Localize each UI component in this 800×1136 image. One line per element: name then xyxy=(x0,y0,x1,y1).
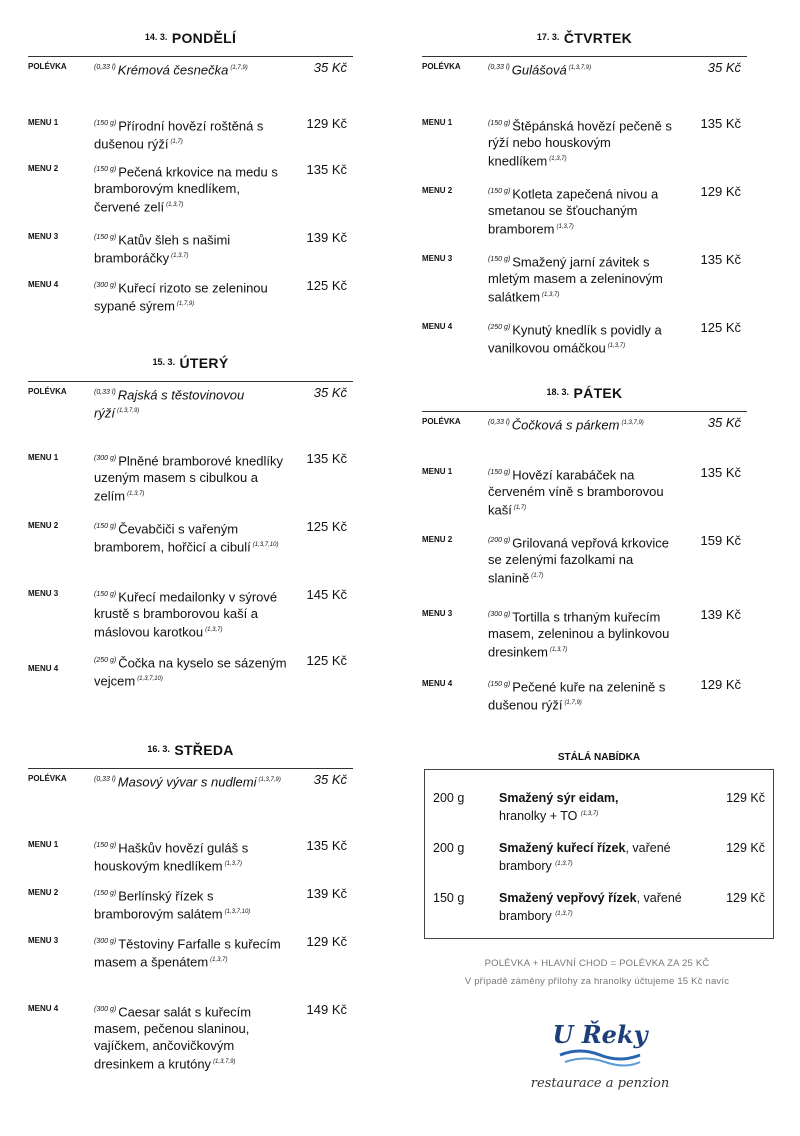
soup-text xyxy=(94,384,287,450)
menu-weight: (150 g) xyxy=(488,188,511,195)
soup-name: Čočková s párkem xyxy=(511,417,620,433)
menu-price: 135 Kč xyxy=(700,116,741,131)
menu-allergens: (1,3,7,10) xyxy=(137,676,163,683)
menu-name: Čočka na kyselo se sázeným vejcem xyxy=(94,655,287,689)
soup-text xyxy=(488,59,681,115)
menu-row xyxy=(28,229,353,277)
soup-row xyxy=(422,414,747,464)
menu-name: Katův šleh s našimi bramboráčky xyxy=(94,232,231,266)
menu-label: MENU 2 xyxy=(422,535,453,544)
day-thursday xyxy=(422,30,747,385)
day-friday xyxy=(422,385,747,726)
menu-allergens: (1,3,7,10) xyxy=(224,909,251,916)
menu-row xyxy=(28,652,353,742)
soup-price: 35 Kč xyxy=(707,60,741,75)
permanent-offer-item xyxy=(425,790,773,824)
menu-price: 135 Kč xyxy=(306,162,347,177)
divider xyxy=(28,381,353,382)
menu-price: 145 Kč xyxy=(306,587,347,602)
menu-row xyxy=(28,885,353,933)
menu-price: 129 Kč xyxy=(306,934,347,949)
logo-graphic xyxy=(515,1015,685,1100)
right-column xyxy=(422,30,747,726)
soup-row xyxy=(28,59,353,115)
day-name: STŘEDA xyxy=(174,742,234,758)
menu-text xyxy=(94,277,287,355)
permanent-offer-item xyxy=(425,840,773,874)
soup-weight: (0,33 l) xyxy=(94,64,116,71)
soup-allergens: (1,3,7,9) xyxy=(258,777,281,783)
menu-text xyxy=(94,837,287,885)
menu-price: 135 Kč xyxy=(700,465,741,480)
menu-weight: (150 g) xyxy=(94,120,117,127)
day-header xyxy=(28,742,353,768)
menu-name: Grilovaná vepřová krkovice se zelenými fazolkami na slanině xyxy=(488,535,669,586)
menu-weight: (150 g) xyxy=(94,591,117,598)
item-name: Smažený vepřový řízek xyxy=(499,891,637,906)
menu-price: 139 Kč xyxy=(306,230,347,245)
soup-allergens: (1,3,7,9) xyxy=(621,420,644,426)
menu-weight: (150 g) xyxy=(488,681,511,688)
menu-price: 125 Kč xyxy=(306,278,347,293)
menu-text xyxy=(488,183,681,251)
menu-allergens: (1,3,7) xyxy=(171,253,189,260)
soup-weight: (0,33 l) xyxy=(94,776,116,783)
day-wednesday xyxy=(28,742,353,1081)
menu-weight: (150 g) xyxy=(488,120,511,127)
menu-name: Přírodní hovězí roštěná s dušenou rýží xyxy=(94,118,264,152)
menu-price: 125 Kč xyxy=(700,320,741,335)
logo-tagline: restaurace a penzion xyxy=(530,1076,670,1091)
menu-weight: (300 g) xyxy=(94,938,117,945)
menu-weight: (150 g) xyxy=(488,256,511,263)
menu-label: MENU 4 xyxy=(28,664,59,673)
menu-label: MENU 4 xyxy=(422,322,453,331)
menu-row xyxy=(422,464,747,532)
item-text xyxy=(499,840,705,874)
menu-row xyxy=(28,115,353,161)
menu-text xyxy=(488,115,681,183)
day-date: 18. 3. xyxy=(546,387,570,397)
menu-row xyxy=(28,161,353,229)
item-name: Smažený sýr eidam, xyxy=(499,791,619,805)
menu-weight: (150 g) xyxy=(488,469,511,476)
soup-price: 35 Kč xyxy=(313,60,347,75)
day-name: ÚTERÝ xyxy=(179,355,229,371)
menu-weight: (300 g) xyxy=(94,1006,117,1013)
divider xyxy=(28,768,353,769)
menu-label: MENU 3 xyxy=(422,254,453,263)
menu-price: 139 Kč xyxy=(700,607,741,622)
menu-text xyxy=(94,229,287,277)
menu-weight: (300 g) xyxy=(94,455,117,462)
permanent-offer-box xyxy=(424,769,774,939)
menu-name: Čevabčiči s vařeným bramborem, hořčicí a cibulí xyxy=(94,521,251,555)
soup-weight: (0,33 l) xyxy=(488,419,510,426)
day-name: PONDĚLÍ xyxy=(171,30,237,46)
menu-row xyxy=(28,837,353,885)
menu-label: MENU 2 xyxy=(28,521,59,530)
day-header xyxy=(28,30,353,56)
menu-allergens: (1,7,9) xyxy=(564,700,582,707)
soup-label: POLÉVKA xyxy=(422,417,461,426)
soup-weight: (0,33 l) xyxy=(488,64,510,71)
menu-label: MENU 2 xyxy=(28,888,59,897)
menu-name: Těstoviny Farfalle s kuřecím masem a špenátem xyxy=(94,936,281,970)
menu-price: 149 Kč xyxy=(306,1002,347,1017)
menu-allergens: (1,3,7) xyxy=(224,861,242,868)
soup-weight: (0,33 l) xyxy=(94,389,116,396)
day-monday xyxy=(28,30,353,355)
divider xyxy=(422,411,747,412)
menu-row xyxy=(422,115,747,183)
menu-name: Štěpánská hovězí pečeně s rýží nebo houskovým knedlíkem xyxy=(488,118,672,169)
menu-weight: (150 g) xyxy=(94,523,117,530)
menu-price: 125 Kč xyxy=(306,519,347,534)
side-swap-note: V případě záměny přílohy za hranolky účtujeme 15 Kč navíc xyxy=(464,976,730,987)
menu-label: MENU 4 xyxy=(28,280,59,289)
menu-weight: (300 g) xyxy=(94,282,117,289)
menu-allergens: (1,3,7,9) xyxy=(213,1059,236,1066)
day-name: ČTVRTEK xyxy=(563,30,633,46)
soup-label: POLÉVKA xyxy=(422,62,461,71)
item-text xyxy=(499,890,705,924)
menu-weight: (250 g) xyxy=(94,657,117,664)
day-date: 15. 3. xyxy=(152,357,176,367)
soup-name: Gulášová xyxy=(511,62,567,78)
menu-row xyxy=(422,676,747,726)
menu-row xyxy=(422,183,747,251)
menu-weight: (150 g) xyxy=(94,166,117,173)
menu-label: MENU 2 xyxy=(422,186,453,195)
menu-label: MENU 3 xyxy=(28,589,59,598)
menu-name: Kotleta zapečená nivou a smetanou se šťouchaným bramborem xyxy=(488,186,659,237)
item-price: 129 Kč xyxy=(726,891,765,906)
menu-row xyxy=(28,518,353,586)
menu-price: 125 Kč xyxy=(306,653,347,668)
menu-price: 129 Kč xyxy=(700,677,741,692)
menu-weight: (150 g) xyxy=(94,842,117,849)
restaurant-logo xyxy=(515,1015,685,1100)
day-header xyxy=(28,355,353,381)
permanent-offer-title: STÁLÁ NABÍDKA xyxy=(557,752,641,763)
divider xyxy=(422,56,747,57)
day-date: 16. 3. xyxy=(147,744,170,754)
soup-price: 35 Kč xyxy=(313,385,347,400)
item-side: hranolky + TO xyxy=(499,809,578,824)
menu-price: 159 Kč xyxy=(700,533,741,548)
day-name: PÁTEK xyxy=(573,385,623,401)
menu-text xyxy=(488,319,681,385)
menu-row xyxy=(28,277,353,355)
menu-text xyxy=(488,251,681,319)
menu-allergens: (1,7) xyxy=(531,573,544,580)
menu-row xyxy=(422,606,747,676)
day-header xyxy=(422,30,747,56)
menu-label: MENU 1 xyxy=(422,467,453,476)
soup-text xyxy=(488,414,681,464)
item-side: , vařené brambory xyxy=(499,891,682,924)
menu-text xyxy=(94,161,287,229)
day-date: 14. 3. xyxy=(144,32,168,42)
menu-text xyxy=(94,586,287,652)
menu-allergens: (1,7,9) xyxy=(176,301,195,308)
item-price: 129 Kč xyxy=(726,841,765,856)
menu-name: Berlínský řízek s bramborovým salátem xyxy=(94,888,223,922)
soup-label: POLÉVKA xyxy=(28,774,67,783)
menu-allergens: (1,3,7) xyxy=(556,224,574,231)
day-date: 17. 3. xyxy=(536,32,560,42)
menu-allergens: (1,7) xyxy=(513,505,527,512)
item-weight: 200 g xyxy=(433,791,465,805)
item-allergens: (1,3,7) xyxy=(580,811,599,817)
menu-allergens: (1,3,7) xyxy=(607,343,626,350)
menu-weight: (150 g) xyxy=(94,234,117,241)
item-allergens: (1,3,7) xyxy=(555,911,573,918)
divider xyxy=(28,56,353,57)
menu-weight: (150 g) xyxy=(94,890,117,897)
day-header xyxy=(422,385,747,411)
soup-allergens: (1,3,7,9) xyxy=(116,408,140,415)
menu-allergens: (1,7) xyxy=(170,139,183,146)
menu-row xyxy=(422,532,747,606)
menu-label: MENU 3 xyxy=(28,936,59,945)
soup-row xyxy=(28,384,353,450)
menu-allergens: (1,3,7) xyxy=(549,156,567,163)
menu-allergens: (1,3,7,10) xyxy=(252,542,279,549)
item-name: Smažený kuřecí řízek xyxy=(499,841,626,856)
menu-text xyxy=(488,532,681,606)
menu-name: Pečené kuře na zelenině s dušenou rýží xyxy=(488,679,666,713)
soup-text xyxy=(94,771,287,837)
item-weight: 200 g xyxy=(433,841,465,856)
menu-price: 135 Kč xyxy=(700,252,741,267)
soup-name: Masový vývar s nudlemi xyxy=(117,774,257,790)
menu-weight: (200 g) xyxy=(488,537,511,544)
menu-label: MENU 4 xyxy=(28,1004,59,1013)
combo-note: POLÉVKA + HLAVNÍ CHOD = POLÉVKA ZA 25 KČ xyxy=(484,958,710,969)
item-weight: 150 g xyxy=(433,891,465,906)
menu-name: Pečená krkovice na medu s bramborovým knedlíkem, červené zelí xyxy=(94,164,278,215)
menu-allergens: (1,3,7) xyxy=(166,202,184,209)
soup-price: 35 Kč xyxy=(707,415,741,430)
menu-price: 129 Kč xyxy=(700,184,741,199)
menu-name: Tortilla s trhaným kuřecím masem, zeleninou a bylinkovou dresinkem xyxy=(488,609,670,660)
menu-text xyxy=(488,676,681,726)
menu-row xyxy=(28,1001,353,1081)
menu-price: 139 Kč xyxy=(306,886,347,901)
menu-label: MENU 1 xyxy=(422,118,453,127)
menu-allergens: (1,3,7) xyxy=(210,957,228,964)
menu-text xyxy=(94,885,287,933)
menu-allergens: (1,3,7) xyxy=(549,647,568,654)
menu-label: MENU 2 xyxy=(28,164,59,173)
menu-name: Smažený jarní závitek s mletým masem a zeleninovým salátkem xyxy=(488,254,663,305)
soup-allergens: (1,3,7,9) xyxy=(568,65,592,71)
menu-name: Kynutý knedlík s povidly a vanilkovou omáčkou xyxy=(488,322,662,356)
menu-text xyxy=(94,652,287,742)
menu-name: Kuřecí rizoto se zeleninou sypané sýrem xyxy=(94,280,268,314)
menu-row xyxy=(28,586,353,652)
soup-allergens: (1,7,9) xyxy=(230,65,248,71)
menu-allergens: (1,3,7) xyxy=(542,292,560,299)
menu-row xyxy=(422,319,747,385)
soup-row xyxy=(28,771,353,837)
item-text xyxy=(499,790,705,824)
menu-name: Caesar salát s kuřecím masem, pečenou slaninou, vajíčkem, ančovičkovým dresinkem a krutóny xyxy=(94,1004,252,1072)
menu-allergens: (1,3,7) xyxy=(205,627,223,634)
menu-name: Hovězí karabáček na červeném víně s bramborovou kaší xyxy=(488,467,664,518)
item-side: , vařené brambory xyxy=(499,841,671,874)
soup-name: Krémová česnečka xyxy=(117,62,229,78)
menu-allergens: (1,3,7) xyxy=(127,491,145,498)
menu-text xyxy=(94,933,287,1001)
menu-text xyxy=(488,606,681,676)
menu-name: Haškův hovězí guláš s houskovým knedlíkem xyxy=(94,840,249,874)
menu-text xyxy=(488,464,681,532)
menu-label: MENU 4 xyxy=(422,679,453,688)
menu-text xyxy=(94,1001,287,1081)
soup-price: 35 Kč xyxy=(313,772,347,787)
menu-label: MENU 3 xyxy=(422,609,453,618)
day-tuesday xyxy=(28,355,353,742)
menu-price: 135 Kč xyxy=(306,451,347,466)
soup-label: POLÉVKA xyxy=(28,62,67,71)
left-column xyxy=(28,30,353,1081)
permanent-offer-item xyxy=(425,890,773,924)
item-allergens: (1,3,7) xyxy=(555,861,573,868)
menu-label: MENU 3 xyxy=(28,232,59,241)
menu-text xyxy=(94,115,287,161)
menu-weight: (250 g) xyxy=(488,324,511,331)
item-price: 129 Kč xyxy=(726,791,765,805)
menu-label: MENU 1 xyxy=(28,453,59,462)
menu-row xyxy=(28,450,353,518)
menu-name: Plněné bramborové knedlíky uzeným masem s cibulkou a zelím xyxy=(94,453,283,504)
soup-label: POLÉVKA xyxy=(28,387,67,396)
soup-row xyxy=(422,59,747,115)
menu-row xyxy=(422,251,747,319)
soup-text xyxy=(94,59,287,115)
menu-row xyxy=(28,933,353,1001)
menu-label: MENU 1 xyxy=(28,118,59,127)
menu-label: MENU 1 xyxy=(28,840,59,849)
menu-price: 129 Kč xyxy=(306,116,347,131)
menu-text xyxy=(94,518,287,586)
logo-name: U Řeky xyxy=(552,1020,648,1049)
menu-price: 135 Kč xyxy=(306,838,347,853)
menu-name: Kuřecí medailonky v sýrové krustě s bramborovou kaší a máslovou karotkou xyxy=(94,589,278,640)
menu-weight: (300 g) xyxy=(488,611,511,618)
soup-name: Rajská s těstovinovou rýží xyxy=(94,387,245,421)
menu-text xyxy=(94,450,287,518)
